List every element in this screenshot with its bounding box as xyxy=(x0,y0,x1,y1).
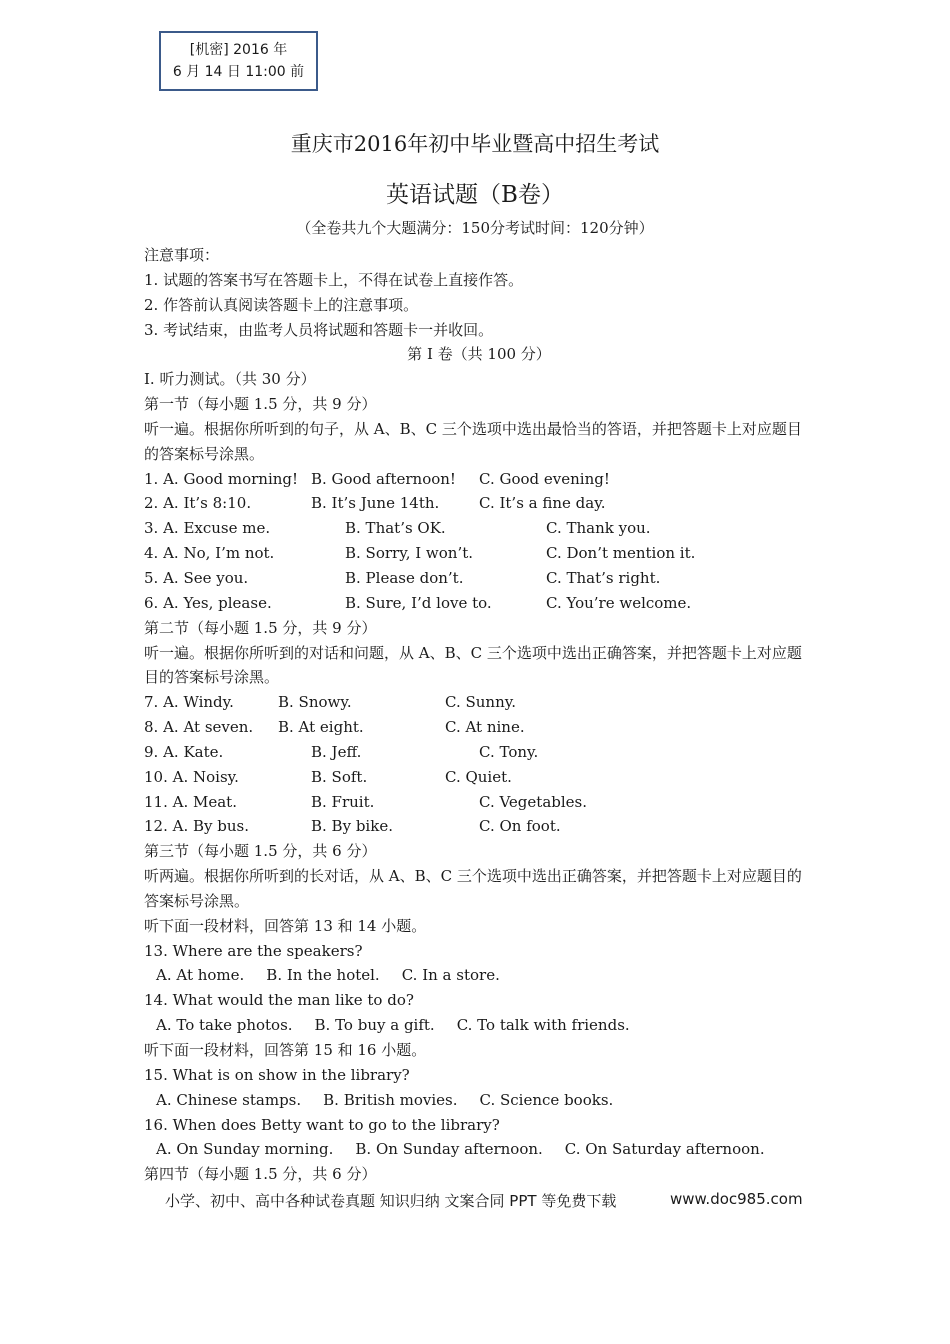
option-c: C. In a store. xyxy=(401,966,500,985)
option-b: B. Fruit. xyxy=(311,792,375,811)
question-options xyxy=(144,1013,814,1038)
section-heading: I. 听力测试。（共 30 分） xyxy=(144,370,316,389)
question-stem: 13. Where are the speakers? xyxy=(144,941,363,960)
subsection-instruction: 听一遍。根据你所听到的对话和问题，从 A、B、C 三个选项中选出正确答案，并把答题卡上对应题目的答案标号涂黑。 xyxy=(144,643,802,687)
question-stem: 14. What would the man like to do? xyxy=(144,991,414,1010)
exam-body xyxy=(144,243,814,1187)
option-b: B. In the hotel. xyxy=(266,966,380,985)
footer-text: 小学、初中、高中各种试卷真题 知识归纳 文案合同 PPT 等免费下载 xyxy=(165,1192,617,1210)
option-a: A. At home. xyxy=(156,966,245,985)
question-row xyxy=(144,467,814,492)
question-options xyxy=(144,1088,814,1113)
option-a: A. On Sunday morning. xyxy=(156,1140,334,1159)
question-row xyxy=(144,740,814,765)
option-c: C. On foot. xyxy=(479,817,561,836)
question-row xyxy=(144,765,814,790)
option-c: C. Sunny. xyxy=(445,693,516,712)
option-b: B. On Sunday afternoon. xyxy=(355,1140,543,1159)
option-c: C. Tony. xyxy=(479,742,539,761)
option-b: B. Please don’t. xyxy=(345,568,464,587)
question-row xyxy=(144,814,814,839)
option-a: 12. A. By bus. xyxy=(144,817,249,836)
option-b: B. That’s OK. xyxy=(345,519,446,538)
question-row xyxy=(144,491,814,516)
option-b: B. Soft. xyxy=(311,767,368,786)
question-stem: 16. When does Betty want to go to the library? xyxy=(144,1115,500,1134)
footer-site-link[interactable]: www.doc985.com xyxy=(670,1190,803,1208)
option-a: 5. A. See you. xyxy=(144,568,249,587)
question-row xyxy=(144,690,814,715)
option-b: B. Good afternoon! xyxy=(311,469,456,488)
stamp-line-1: [机密] 2016 年 xyxy=(189,42,288,58)
notes-heading: 注意事项： xyxy=(144,246,220,264)
option-c: C. Vegetables. xyxy=(479,792,588,811)
question-row xyxy=(144,566,814,591)
option-a: 10. A. Noisy. xyxy=(144,767,239,786)
subsection-instruction: 听一遍。根据你所听到的句子，从 A、B、C 三个选项中选出最恰当的答语，并把答题卡上对应题目的答案标号涂黑。 xyxy=(144,419,802,463)
option-b: B. Snowy. xyxy=(278,693,352,712)
option-a: 11. A. Meat. xyxy=(144,792,237,811)
question-row xyxy=(144,516,814,541)
subsection-heading: 第一节（每小题 1.5 分，共 9 分） xyxy=(144,395,377,414)
option-a: 8. A. At seven. xyxy=(144,718,254,737)
option-b: B. To buy a gift. xyxy=(314,1016,435,1035)
option-a: 7. A. Windy. xyxy=(144,693,234,712)
subsection-heading: 第二节（每小题 1.5 分，共 9 分） xyxy=(144,618,377,637)
material-lead: 听下面一段材料，回答第 13 和 14 小题。 xyxy=(144,916,427,935)
option-c: C. That’s right. xyxy=(546,568,661,587)
stamp-line-2: 6 月 14 日 11:00 前 xyxy=(172,64,305,80)
note-item: 1. 试题的答案书写在答题卡上，不得在试卷上直接作答。 xyxy=(144,270,524,289)
exam-title: 重庆市2016年初中毕业暨高中招生考试 xyxy=(290,132,660,156)
option-b: B. It’s June 14th. xyxy=(311,494,440,513)
option-c: C. To talk with friends. xyxy=(456,1016,630,1035)
exam-subtitle: 英语试题（B卷） xyxy=(386,182,564,208)
option-b: B. Jeff. xyxy=(311,742,362,761)
subsection-instruction: 听两遍。根据你所听到的长对话，从 A、B、C 三个选项中选出正确答案，并把答题卡上对应题目的答案标号涂黑。 xyxy=(144,867,802,910)
part-heading: 第 I 卷（共 100 分） xyxy=(407,345,551,364)
option-a: A. Chinese stamps. xyxy=(156,1090,302,1109)
option-a: A. To take photos. xyxy=(156,1016,293,1035)
question-row xyxy=(144,541,814,566)
option-c: C. Don’t mention it. xyxy=(546,544,696,563)
question-stem: 15. What is on show in the library? xyxy=(144,1065,410,1084)
exam-info: （全卷共九个大题满分：150分考试时间：120分钟） xyxy=(296,219,654,237)
option-a: 1. A. Good morning! xyxy=(144,469,299,488)
option-c: C. Quiet. xyxy=(445,767,512,786)
confidential-stamp xyxy=(159,31,318,91)
question-row xyxy=(144,591,814,616)
option-a: 3. A. Excuse me. xyxy=(144,519,271,538)
option-a: 9. A. Kate. xyxy=(144,742,224,761)
option-c: C. Science books. xyxy=(479,1090,614,1109)
option-c: C. Good evening! xyxy=(479,469,610,488)
option-a: 6. A. Yes, please. xyxy=(144,593,272,612)
material-lead: 听下面一段材料，回答第 15 和 16 小题。 xyxy=(144,1041,427,1059)
option-c: C. Thank you. xyxy=(546,519,651,538)
option-b: B. By bike. xyxy=(311,817,393,836)
subsection-heading: 第三节（每小题 1.5 分，共 6 分） xyxy=(144,842,377,861)
option-b: B. Sure, I’d love to. xyxy=(345,593,492,612)
question-options xyxy=(144,963,814,988)
option-a: 2. A. It’s 8:10. xyxy=(144,494,252,513)
option-b: B. At eight. xyxy=(278,718,364,737)
option-c: C. On Saturday afternoon. xyxy=(564,1140,765,1159)
option-b: B. British movies. xyxy=(323,1090,458,1109)
note-item: 2. 作答前认真阅读答题卡上的注意事项。 xyxy=(144,295,419,314)
option-c: C. At nine. xyxy=(445,718,525,737)
note-item: 3. 考试结束，由监考人员将试题和答题卡一并收回。 xyxy=(144,320,494,339)
option-c: C. You’re welcome. xyxy=(546,593,692,612)
subsection-heading: 第四节（每小题 1.5 分，共 6 分） xyxy=(144,1165,377,1184)
question-options xyxy=(144,1137,814,1162)
question-row xyxy=(144,715,814,740)
option-c: C. It’s a fine day. xyxy=(479,494,606,513)
option-b: B. Sorry, I won’t. xyxy=(345,544,474,563)
option-a: 4. A. No, I’m not. xyxy=(144,544,275,563)
question-row xyxy=(144,790,814,815)
